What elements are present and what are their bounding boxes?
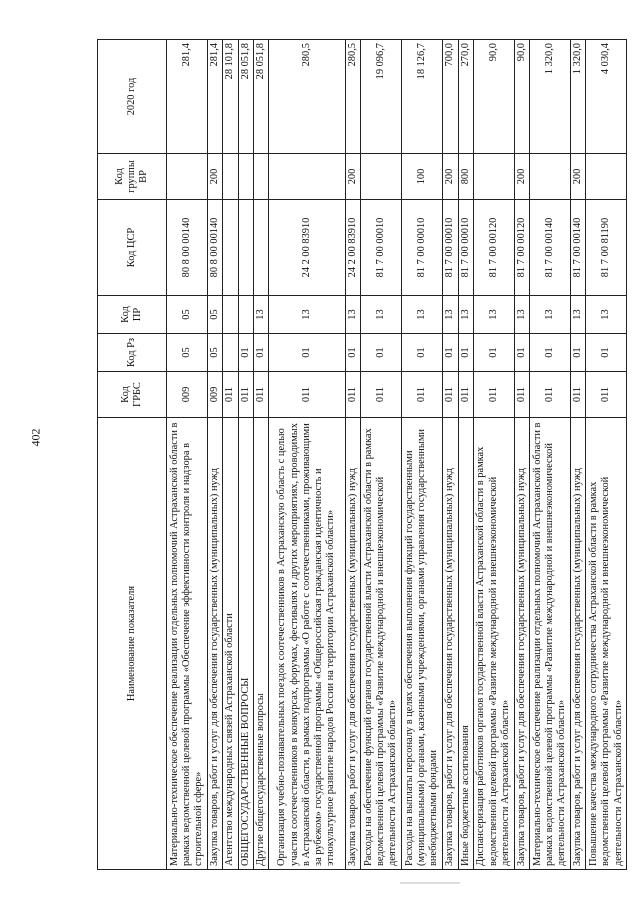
cell-vr [586, 154, 627, 200]
cell-grbs: 011 [269, 372, 346, 418]
cell-name: Расходы на выплаты персоналу в целях обеспечения выполнения функций государственными (муниципальными) органами, казенными учреждениями, органами управления государственными внебюджетными фондами [402, 418, 443, 870]
cell-rz: 01 [253, 334, 268, 372]
cell-name: ОБЩЕГОСУДАРСТВЕННЫЕ ВОПРОСЫ [238, 418, 253, 870]
cell-csr [223, 200, 238, 296]
budget-table [97, 39, 627, 870]
cell-rz [223, 334, 238, 372]
scan-artifact [400, 882, 460, 884]
cell-csr: 81 7 00 00010 [402, 200, 443, 296]
cell-name: Расходы на обеспечение функций органов государственной власти Астраханской области в рамках ведомственной целевой программы «Развитие международной и внешнеэкономической деятельности Астраханской области» [361, 418, 402, 870]
cell-grbs: 011 [571, 372, 586, 418]
cell-csr [238, 200, 253, 296]
cell-name: Закупка товаров, работ и услуг для обеспечения государственных (муниципальных) нужд [346, 418, 361, 870]
table-header-row [98, 40, 167, 870]
cell-vr: 200 [208, 154, 223, 200]
cell-csr: 81 7 00 00140 [571, 200, 586, 296]
cell-amount: 19 096,7 [361, 40, 402, 154]
table-row [402, 40, 443, 870]
cell-rz: 01 [586, 334, 627, 372]
table-row [530, 40, 571, 870]
cell-csr: 81 7 00 00140 [530, 200, 571, 296]
cell-name: Иные бюджетные ассигнования [458, 418, 473, 870]
cell-vr: 100 [402, 154, 443, 200]
header-rz: Код Рз [98, 334, 167, 372]
cell-vr [223, 154, 238, 200]
table-row [514, 40, 529, 870]
cell-amount: 90,0 [473, 40, 514, 154]
cell-rz: 01 [571, 334, 586, 372]
cell-amount: 280,5 [269, 40, 346, 154]
cell-grbs: 011 [530, 372, 571, 418]
table-row [458, 40, 473, 870]
cell-name: Организация учебно-познавательных поездок соотечественников в Астраханскую область с целью участия соотечественников в конкурсах, форумах, фестивалях и других мероприятиях, проводимых в Астраханской области, в рамках подпрограммы «О работе с соотечественниками, проживающими за рубежом» государственной программы «Общероссийская гражданская идентичность и этнокультурное развитие народов России на территории Астраханской области» [269, 418, 346, 870]
cell-grbs: 011 [253, 372, 268, 418]
cell-pr [238, 296, 253, 334]
cell-grbs: 011 [514, 372, 529, 418]
cell-amount: 4 030,4 [586, 40, 627, 154]
cell-csr: 24 2 00 83910 [346, 200, 361, 296]
cell-grbs: 011 [238, 372, 253, 418]
cell-pr: 13 [473, 296, 514, 334]
cell-name: Закупка товаров, работ и услуг для обеспечения государственных (муниципальных) нужд [514, 418, 529, 870]
header-pr: Код ПР [98, 296, 167, 334]
cell-grbs: 011 [443, 372, 458, 418]
cell-pr: 13 [571, 296, 586, 334]
cell-name: Повышение качества международного сотрудничества Астраханской области в рамках ведомственной целевой программы «Развитие международной и внешнеэкономической деятельности Астраханской области» [586, 418, 627, 870]
cell-pr: 13 [253, 296, 268, 334]
cell-amount: 280,5 [346, 40, 361, 154]
table-row [571, 40, 586, 870]
table-row [208, 40, 223, 870]
cell-name: Закупка товаров, работ и услуг для обеспечения государственных (муниципальных) нужд [571, 418, 586, 870]
table-row [223, 40, 238, 870]
cell-rz: 01 [361, 334, 402, 372]
cell-pr: 05 [167, 296, 208, 334]
cell-grbs: 011 [361, 372, 402, 418]
cell-grbs: 011 [458, 372, 473, 418]
cell-csr: 81 7 00 00010 [443, 200, 458, 296]
cell-pr: 13 [346, 296, 361, 334]
cell-amount: 28 101,8 [223, 40, 238, 154]
cell-rz: 01 [269, 334, 346, 372]
cell-csr: 81 7 00 00120 [473, 200, 514, 296]
cell-vr [238, 154, 253, 200]
cell-grbs: 011 [223, 372, 238, 418]
cell-amount: 700,0 [443, 40, 458, 154]
cell-csr: 81 7 00 00010 [361, 200, 402, 296]
cell-name: Закупка товаров, работ и услуг для обеспечения государственных (муниципальных) нужд [208, 418, 223, 870]
cell-pr: 13 [269, 296, 346, 334]
cell-rz: 01 [443, 334, 458, 372]
cell-pr: 13 [586, 296, 627, 334]
cell-csr: 80 8 00 00140 [208, 200, 223, 296]
cell-amount: 28 051,8 [253, 40, 268, 154]
cell-amount: 28 051,8 [238, 40, 253, 154]
cell-rz: 01 [514, 334, 529, 372]
cell-amount: 90,0 [514, 40, 529, 154]
cell-vr [473, 154, 514, 200]
cell-pr: 13 [443, 296, 458, 334]
cell-rz: 05 [167, 334, 208, 372]
cell-rz: 01 [473, 334, 514, 372]
header-vr: Код группы ВР [98, 154, 167, 200]
cell-grbs: 009 [208, 372, 223, 418]
cell-amount: 18 126,7 [402, 40, 443, 154]
cell-vr: 200 [571, 154, 586, 200]
cell-csr: 81 7 00 81190 [586, 200, 627, 296]
cell-pr: 05 [208, 296, 223, 334]
cell-vr [269, 154, 346, 200]
cell-vr [253, 154, 268, 200]
cell-pr: 13 [530, 296, 571, 334]
cell-vr [167, 154, 208, 200]
page-number: 402 [28, 428, 43, 447]
cell-grbs: 011 [402, 372, 443, 418]
cell-pr: 13 [361, 296, 402, 334]
cell-vr [361, 154, 402, 200]
cell-rz: 01 [238, 334, 253, 372]
table-row [361, 40, 402, 870]
table-row [473, 40, 514, 870]
table-row [238, 40, 253, 870]
cell-vr: 200 [443, 154, 458, 200]
header-amount: 2020 год [98, 40, 167, 154]
header-csr: Код ЦСР [98, 200, 167, 296]
table-row [586, 40, 627, 870]
table-row [269, 40, 346, 870]
header-grbs: Код ГРБС [98, 372, 167, 418]
cell-vr: 200 [514, 154, 529, 200]
cell-rz: 01 [346, 334, 361, 372]
cell-grbs: 011 [473, 372, 514, 418]
cell-rz: 01 [458, 334, 473, 372]
table-body [167, 40, 627, 870]
cell-pr: 13 [514, 296, 529, 334]
cell-vr: 800 [458, 154, 473, 200]
cell-grbs: 011 [346, 372, 361, 418]
cell-name: Материально-техническое обеспечение реализации отдельных полномочий Астраханской области в рамках ведомственной целевой программы «Развитие международной и внешнеэкономической деятельности Астраханской области» [530, 418, 571, 870]
cell-name: Диспансеризация работников органов государственной власти Астраханской области в рамках ведомственной целевой программы «Развитие международной и внешнеэкономической деятельности Астраханской области» [473, 418, 514, 870]
cell-grbs: 011 [586, 372, 627, 418]
cell-amount: 1 320,0 [571, 40, 586, 154]
cell-csr: 81 7 00 00120 [514, 200, 529, 296]
cell-name: Другие общегосударственные вопросы [253, 418, 268, 870]
cell-rz: 05 [208, 334, 223, 372]
cell-amount: 1 320,0 [530, 40, 571, 154]
cell-vr [530, 154, 571, 200]
cell-amount: 281,4 [167, 40, 208, 154]
rotated-page-content [97, 40, 624, 870]
cell-grbs: 009 [167, 372, 208, 418]
cell-name: Материально-техническое обеспечение реализации отдельных полномочий Астраханской области в рамках ведомственной целевой программы «Обеспечение эффективности контроля и надзора в строительной сфере» [167, 418, 208, 870]
cell-rz: 01 [402, 334, 443, 372]
cell-name: Агентство международных связей Астраханской области [223, 418, 238, 870]
header-name: Наименование показателя [98, 418, 167, 870]
cell-amount: 270,0 [458, 40, 473, 154]
cell-vr: 200 [346, 154, 361, 200]
table-row [167, 40, 208, 870]
cell-pr [223, 296, 238, 334]
table-row [253, 40, 268, 870]
cell-pr: 13 [458, 296, 473, 334]
cell-name: Закупка товаров, работ и услуг для обеспечения государственных (муниципальных) нужд [443, 418, 458, 870]
cell-csr: 24 2 00 83910 [269, 200, 346, 296]
cell-rz: 01 [530, 334, 571, 372]
table-row [443, 40, 458, 870]
cell-pr: 13 [402, 296, 443, 334]
cell-csr [253, 200, 268, 296]
cell-csr: 81 7 00 00010 [458, 200, 473, 296]
cell-csr: 80 8 00 00140 [167, 200, 208, 296]
table-row [346, 40, 361, 870]
cell-amount: 281,4 [208, 40, 223, 154]
